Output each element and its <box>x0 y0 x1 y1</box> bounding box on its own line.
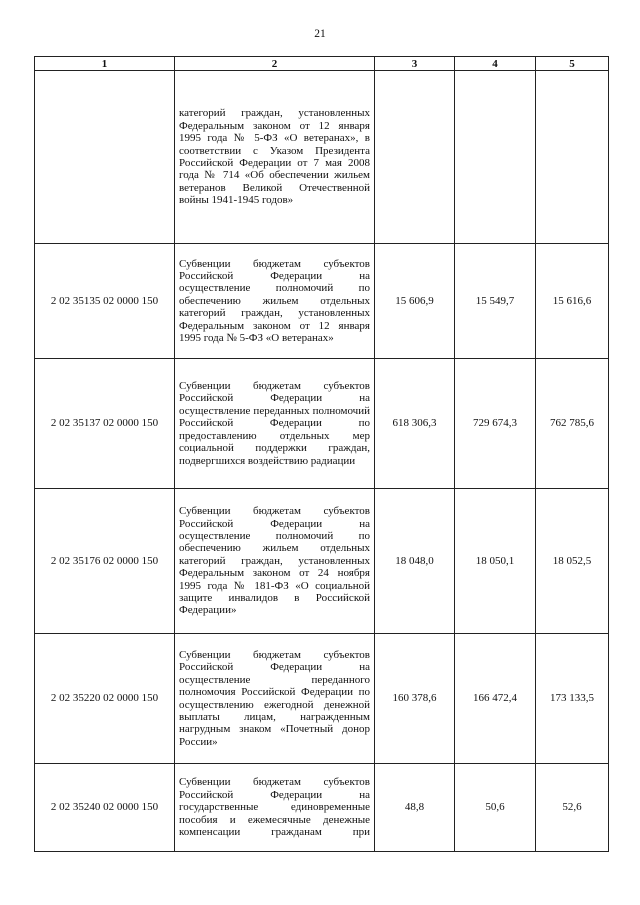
description: категорий граждан, установленных Федеральным законом от 12 января 1995 года № 5-ФЗ «О ветеранах», в соответствии с Указом Президента Российской Федерации от 7 мая 2008 года № 714 «Об обеспечении жильем ветеранов Великой Отечественной войны 1941-1945 годов» <box>175 71 375 244</box>
table-row <box>35 359 609 489</box>
value-col5: 15 616,6 <box>536 244 609 359</box>
column-header-4: 4 <box>455 57 536 71</box>
budget-code: 2 02 35176 02 0000 150 <box>35 489 175 634</box>
budget-code: 2 02 35135 02 0000 150 <box>35 244 175 359</box>
value-col3: 618 306,3 <box>375 359 455 489</box>
description: Субвенции бюджетам субъектов Российской Федерации на осуществление полномочий по обеспечению жильем отдельных категорий граждан, установленных Федеральным законом от 12 января 1995 года № 5-ФЗ «О ветеранах» <box>175 244 375 359</box>
value-col3: 15 606,9 <box>375 244 455 359</box>
value-col5: 762 785,6 <box>536 359 609 489</box>
value-col3: 160 378,6 <box>375 634 455 764</box>
value-col3: 48,8 <box>375 764 455 852</box>
budget-code: 2 02 35240 02 0000 150 <box>35 764 175 852</box>
value-col5: 173 133,5 <box>536 634 609 764</box>
value-col4: 166 472,4 <box>455 634 536 764</box>
table-row <box>35 244 609 359</box>
budget-code: 2 02 35220 02 0000 150 <box>35 634 175 764</box>
value-col3 <box>375 71 455 244</box>
value-col4 <box>455 71 536 244</box>
description: Субвенции бюджетам субъектов Российской Федерации на осуществление полномочий по обеспечению жильем отдельных категорий граждан, установленных Федеральным законом от 24 ноября 1995 года № 181-ФЗ «О социальной защите инвалидов в Российской Федерации» <box>175 489 375 634</box>
value-col5 <box>536 71 609 244</box>
value-col4: 729 674,3 <box>455 359 536 489</box>
table-row <box>35 489 609 634</box>
column-header-1: 1 <box>35 57 175 71</box>
budget-code: 2 02 35137 02 0000 150 <box>35 359 175 489</box>
value-col4: 18 050,1 <box>455 489 536 634</box>
table-header-row <box>35 57 609 71</box>
description: Субвенции бюджетам субъектов Российской Федерации на осуществление переданного полномочия Российской Федерации по осуществлению ежегодной денежной выплаты лицам, награжденным нагрудным знаком «Почетный донор России» <box>175 634 375 764</box>
budget-code <box>35 71 175 244</box>
column-header-5: 5 <box>536 57 609 71</box>
table-row <box>35 764 609 852</box>
column-header-2: 2 <box>175 57 375 71</box>
value-col3: 18 048,0 <box>375 489 455 634</box>
value-col5: 18 052,5 <box>536 489 609 634</box>
page-number: 21 <box>314 28 326 40</box>
description: Субвенции бюджетам субъектов Российской Федерации на государственные единовременные пособия и ежемесячные денежные компенсации гражданам при <box>175 764 375 852</box>
value-col4: 15 549,7 <box>455 244 536 359</box>
budget-table <box>34 56 609 852</box>
value-col5: 52,6 <box>536 764 609 852</box>
description: Субвенции бюджетам субъектов Российской Федерации на осуществление переданных полномочий Российской Федерации по предоставлению отдельных мер социальной поддержки граждан, подвергшихся воздействию радиации <box>175 359 375 489</box>
value-col4: 50,6 <box>455 764 536 852</box>
table-row <box>35 71 609 244</box>
table-row <box>35 634 609 764</box>
column-header-3: 3 <box>375 57 455 71</box>
